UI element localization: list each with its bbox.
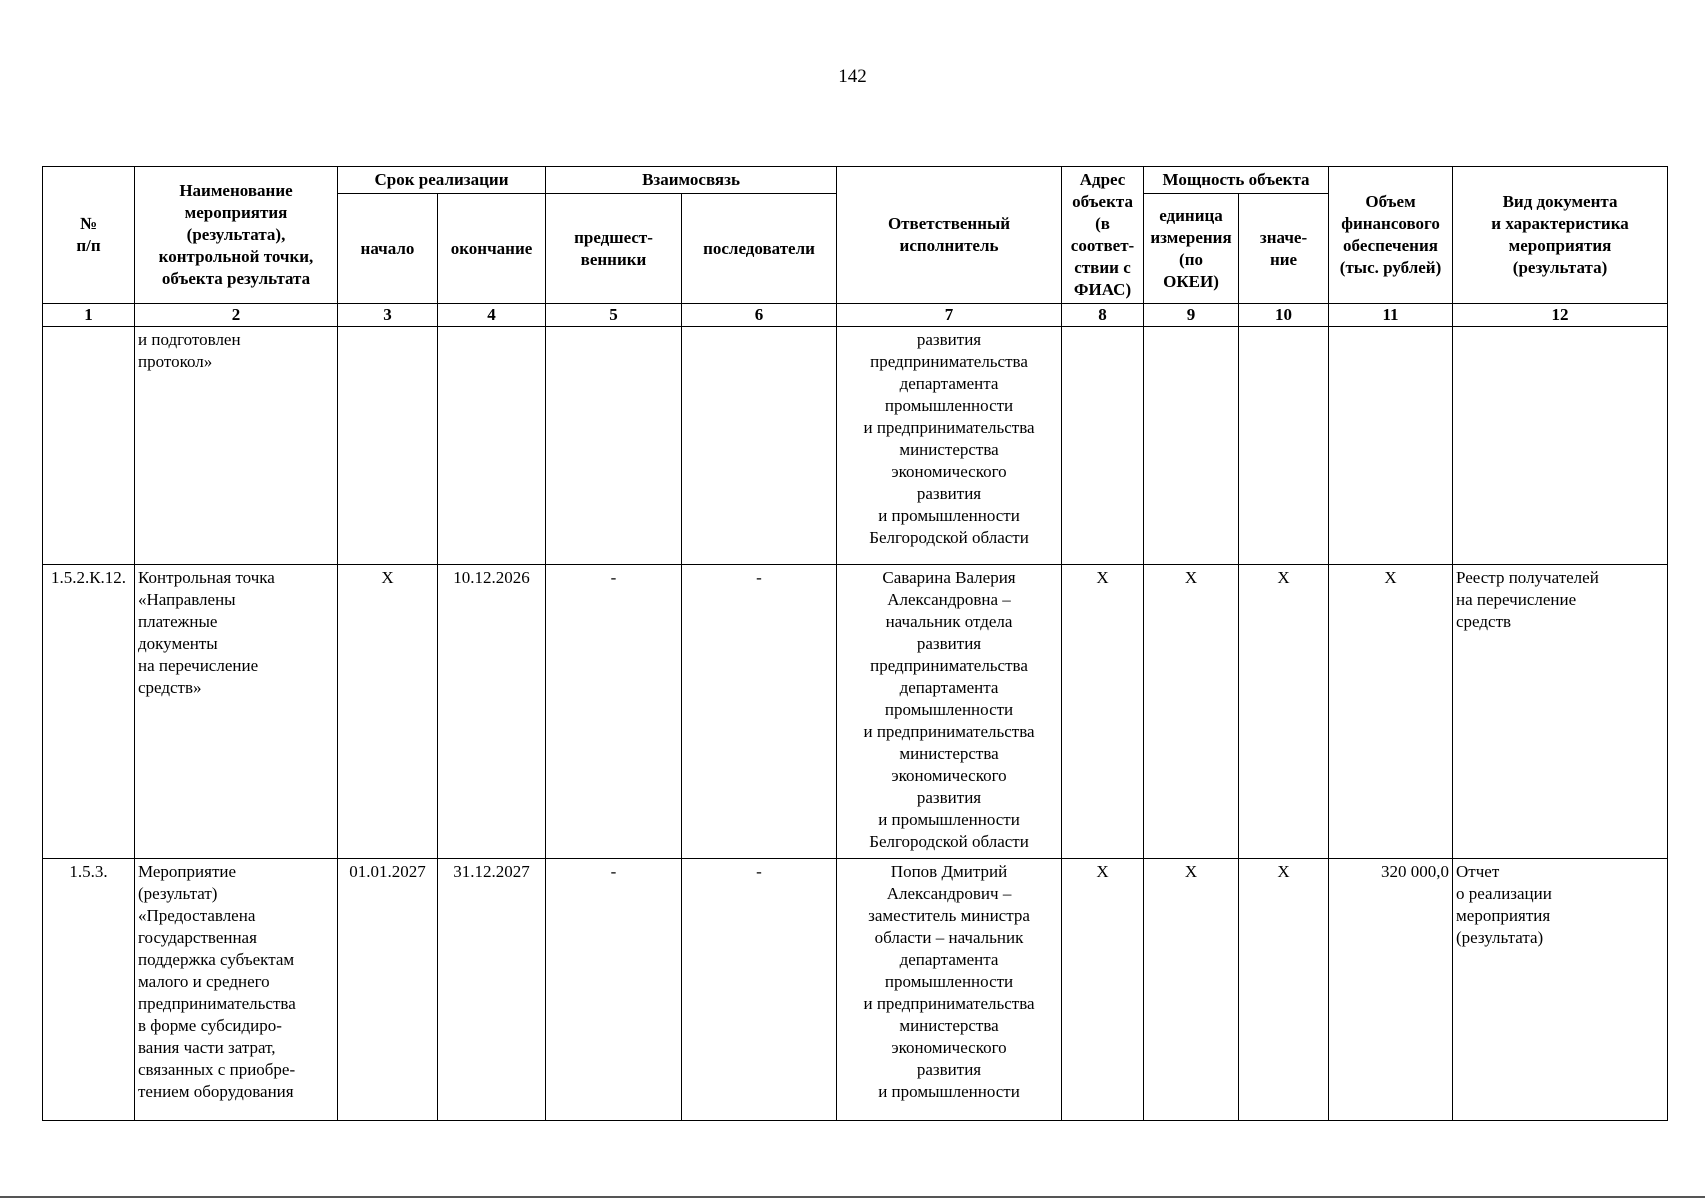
cell-responsible: развития предпринимательства департамента промышленности и предпринимательства министерства экономического развития и промышленности Белгородской области bbox=[837, 327, 1062, 565]
header-address: Адрес объекта (в соответ- ствии с ФИАС) bbox=[1062, 167, 1144, 304]
header-successors: последователи bbox=[682, 194, 837, 304]
cell-value: Х bbox=[1239, 565, 1329, 859]
cell-funding: Х bbox=[1329, 565, 1453, 859]
cell-predecessors: - bbox=[546, 565, 682, 859]
column-number: 12 bbox=[1453, 304, 1668, 327]
cell-value: Х bbox=[1239, 859, 1329, 1121]
cell-name: Контрольная точка «Направлены платежные документы на перечисление средств» bbox=[135, 565, 338, 859]
cell-name: и подготовлен протокол» bbox=[135, 327, 338, 565]
header-name: Наименование мероприятия (результата), контрольной точки, объекта результата bbox=[135, 167, 338, 304]
header-num: № п/п bbox=[43, 167, 135, 304]
column-number: 1 bbox=[43, 304, 135, 327]
header-responsible: Ответственный исполнитель bbox=[837, 167, 1062, 304]
cell-successors: - bbox=[682, 859, 837, 1121]
cell-doc bbox=[1453, 327, 1668, 565]
header-period: Срок реализации bbox=[338, 167, 546, 194]
column-number: 7 bbox=[837, 304, 1062, 327]
plan-table bbox=[42, 166, 1668, 1121]
column-number: 5 bbox=[546, 304, 682, 327]
table-row bbox=[43, 565, 1668, 859]
cell-start: Х bbox=[338, 565, 438, 859]
column-number-row bbox=[43, 304, 1668, 327]
column-number: 8 bbox=[1062, 304, 1144, 327]
cell-end bbox=[438, 327, 546, 565]
cell-start bbox=[338, 327, 438, 565]
column-number: 3 bbox=[338, 304, 438, 327]
column-number: 4 bbox=[438, 304, 546, 327]
cell-responsible: Саварина Валерия Александровна – начальник отдела развития предпринимательства департамента промышленности и предпринимательства министерства экономического развития и промышленности Белгородской области bbox=[837, 565, 1062, 859]
cell-responsible: Попов Дмитрий Александрович – заместитель министра области – начальник департамента промышленности и предпринимательства министерства экономического развития и промышленности bbox=[837, 859, 1062, 1121]
header-predecessors: предшест- венники bbox=[546, 194, 682, 304]
header-start: начало bbox=[338, 194, 438, 304]
cell-funding bbox=[1329, 327, 1453, 565]
column-number: 2 bbox=[135, 304, 338, 327]
cell-num: 1.5.2.К.12. bbox=[43, 565, 135, 859]
cell-address: Х bbox=[1062, 565, 1144, 859]
cell-value bbox=[1239, 327, 1329, 565]
cell-num: 1.5.3. bbox=[43, 859, 135, 1121]
cell-name: Мероприятие (результат) «Предоставлена государственная поддержка субъектам малого и среднего предпринимательства в форме субсидиро- вания части затрат, связанных с приобре- тением оборудования bbox=[135, 859, 338, 1121]
cell-predecessors: - bbox=[546, 859, 682, 1121]
table-row bbox=[43, 327, 1668, 565]
header-value: значе- ние bbox=[1239, 194, 1329, 304]
header-funding: Объем финансового обеспечения (тыс. рублей) bbox=[1329, 167, 1453, 304]
column-number: 6 bbox=[682, 304, 837, 327]
column-number: 9 bbox=[1144, 304, 1239, 327]
cell-successors: - bbox=[682, 565, 837, 859]
cell-funding: 320 000,0 bbox=[1329, 859, 1453, 1121]
cell-start: 01.01.2027 bbox=[338, 859, 438, 1121]
header-capacity: Мощность объекта bbox=[1144, 167, 1329, 194]
cell-num bbox=[43, 327, 135, 565]
cell-successors bbox=[682, 327, 837, 565]
page-bottom-rule bbox=[0, 1196, 1705, 1198]
cell-unit: Х bbox=[1144, 565, 1239, 859]
table-row bbox=[43, 859, 1668, 1121]
column-number: 11 bbox=[1329, 304, 1453, 327]
cell-doc: Отчет о реализации мероприятия (результата) bbox=[1453, 859, 1668, 1121]
cell-predecessors bbox=[546, 327, 682, 565]
cell-unit: Х bbox=[1144, 859, 1239, 1121]
header-unit: единица измерения (по ОКЕИ) bbox=[1144, 194, 1239, 304]
header-relation: Взаимосвязь bbox=[546, 167, 837, 194]
header-end: окончание bbox=[438, 194, 546, 304]
page-number: 142 bbox=[838, 66, 867, 87]
column-number: 10 bbox=[1239, 304, 1329, 327]
cell-end: 31.12.2027 bbox=[438, 859, 546, 1121]
cell-doc: Реестр получателей на перечисление средств bbox=[1453, 565, 1668, 859]
cell-address bbox=[1062, 327, 1144, 565]
cell-end: 10.12.2026 bbox=[438, 565, 546, 859]
header-doc-type: Вид документа и характеристика мероприятия (результата) bbox=[1453, 167, 1668, 304]
cell-address: Х bbox=[1062, 859, 1144, 1121]
cell-unit bbox=[1144, 327, 1239, 565]
